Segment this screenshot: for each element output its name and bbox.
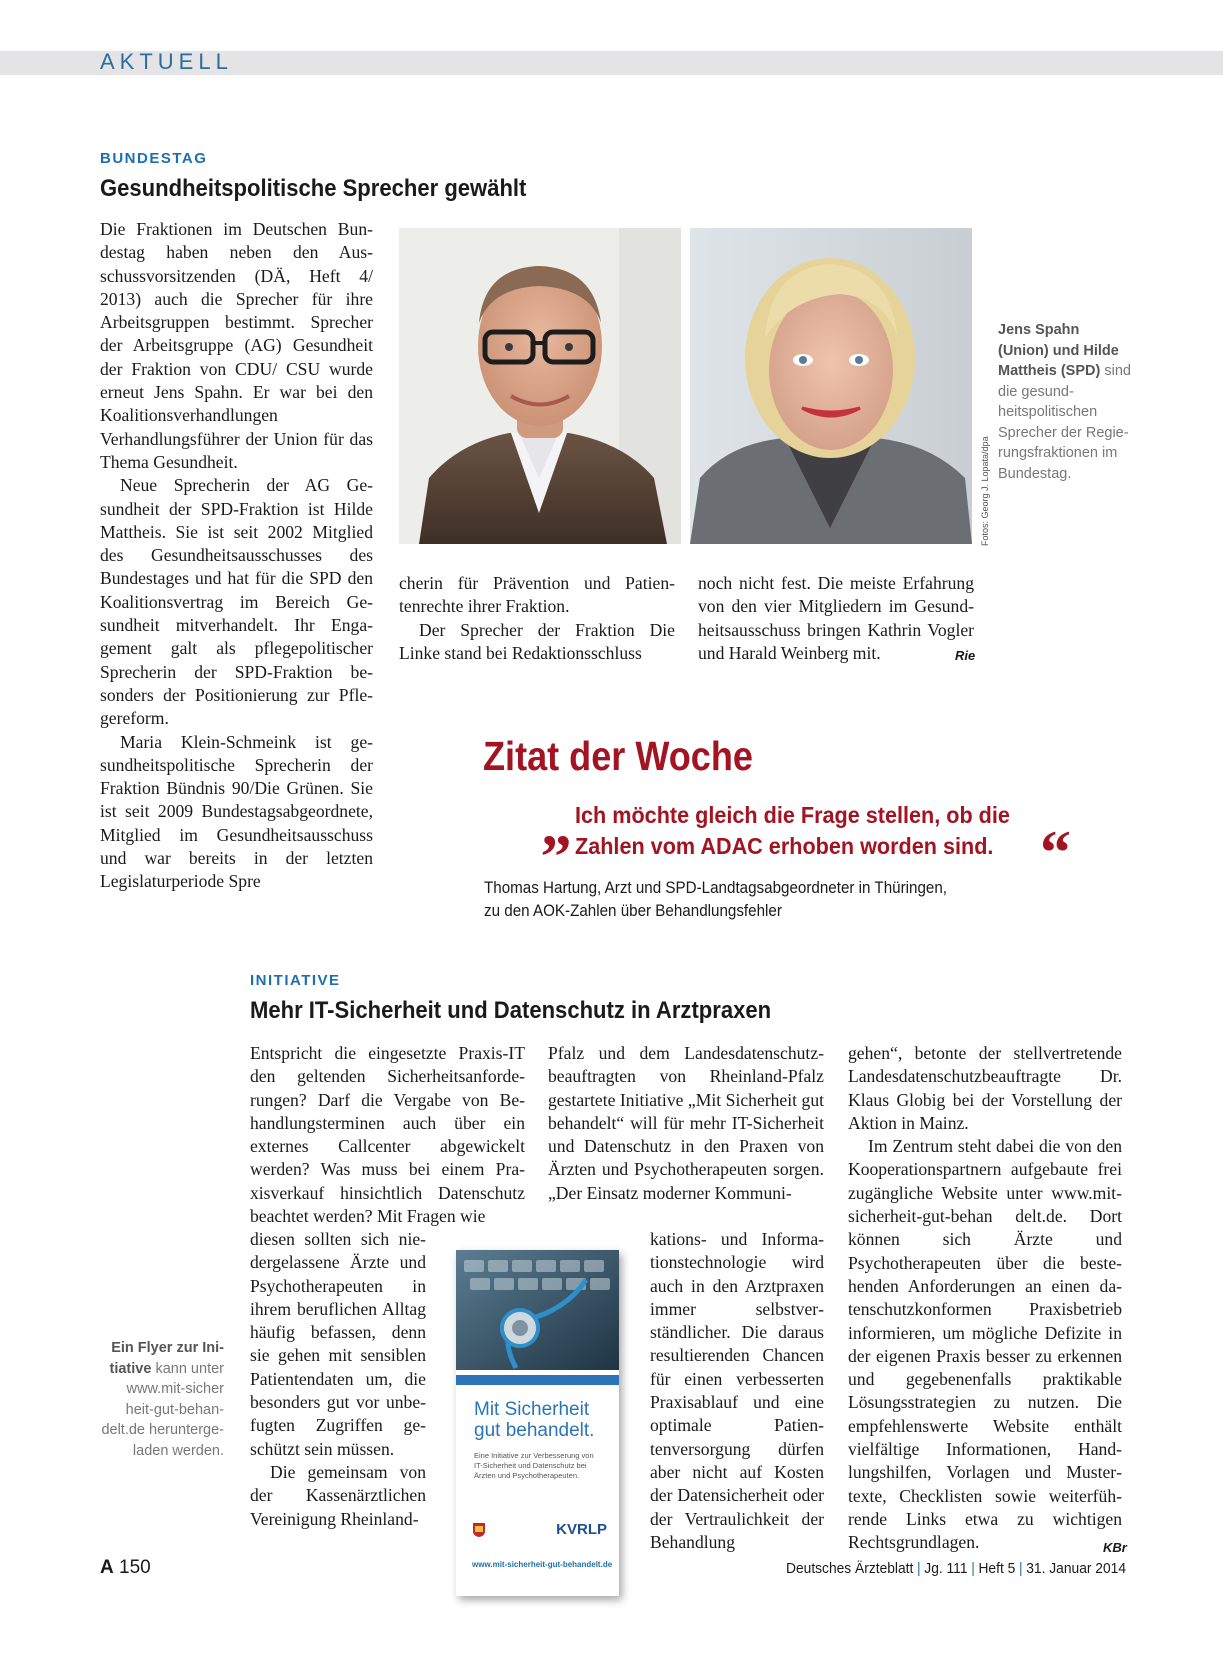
article2-column-2-top: [548, 1042, 824, 1205]
photo-jens-spahn: [399, 228, 681, 544]
caption-bold: Ein Flyer zur Initiative: [109, 1340, 224, 1377]
article1-kicker: BUNDESTAG: [100, 150, 208, 167]
photo-hilde-mattheis: [690, 228, 972, 544]
article1-paragraph: Maria Klein-Schmeink ist gesundheitspolitische Sprecherin der Fraktion Bündnis 90/Die Grünen. Sie ist seit 2009 Bundestagsabgeordnete, Mitglied im Gesundheitsausschuss und war bereits in der letzten Legislaturperiode Spre: [100, 731, 373, 892]
separator: |: [1018, 1560, 1023, 1577]
page-number: [100, 1557, 151, 1579]
flyer-url: www.mit-sicherheit-gut-behandelt.de: [472, 1560, 613, 1569]
article2-paragraph: gehen“, betonte der stellvertretende Landesdatenschutzbeauftragte Dr. Klaus Globig bei der Vorstellung der Aktion in Mainz.: [848, 1043, 1122, 1133]
quote-line-2: Zahlen vom ADAC erhoben worden sind.: [575, 833, 994, 859]
stethoscope-keyboard-image: [456, 1250, 619, 1370]
page-number-value: 150: [119, 1557, 151, 1578]
article2-paragraph: Die gemeinsam von der Kassenärztlichen Vereinigung Rheinland-: [250, 1461, 426, 1529]
article2-paragraph: kations- und Informationstechnologie wird auch in den Arztpraxen immer selbstverständlicher. Die daraus resultierenden Chancen für einen verbesserten Praxisablauf und eine optimale Patientenversorgung dürfen aber nicht auf Kosten der Datensicherheit oder der Vertraulichkeit der Behandlung: [650, 1229, 824, 1552]
flyer-title: Mit Sicherheit gut behandelt.: [474, 1399, 595, 1441]
separator: |: [917, 1560, 921, 1577]
journal-issue: Heft 5: [978, 1560, 1016, 1577]
article2-paragraph: diesen sollten sich niedergelassene Ärzte und Psychotherapeuten in ihrem beruflichen Alltag häufig befassen, denn sie gehen mit sensiblen Patientendaten um, die besonders gut vor unbefugten Zugriffen geschützt sein müssen.: [250, 1229, 426, 1459]
article2-title: Mehr IT-Sicherheit und Datenschutz in Arztpraxen: [250, 997, 772, 1024]
article2-column-1-narrow: [250, 1228, 426, 1531]
article1-paragraph: Die Fraktionen im Deutschen Bundestag haben neben den Ausschussvorsitzenden (DÄ, Heft 4/ 2013) auch die Sprecher für ihre Arbeitsgruppen bestimmt. Sprecher der Arbeitsgruppe (AG) Gesundheit der Fraktion von CDU/ CSU wurde erneut Jens Spahn. Er war bei den Koalitionsverhandlungen Verhandlungsführer der Union für das Thema Gesundheit.: [100, 219, 373, 472]
separator: |: [971, 1560, 975, 1577]
article2-column-2-narrow: [650, 1228, 824, 1554]
quote-attribution-line-1: Thomas Hartung, Arzt und SPD-Landtagsabgeordneter in Thüringen,: [484, 879, 947, 897]
quote-open-mark: „: [541, 791, 572, 859]
caption-bold: Jens Spahn (Union) und Hilde Mattheis (SPD): [998, 322, 1119, 379]
flyer-logo-kvrlp: KVRLP: [556, 1521, 607, 1538]
photo-credit: Fotos: Georg J. Lopata/dpa: [980, 436, 990, 546]
article1-paragraph: noch nicht fest. Die meiste Erfahrung von den vier Mitgliedern im Gesundheitsausschuss bringen Kathrin Vogler und Harald Weinberg mit.: [698, 573, 974, 663]
article2-paragraph: Im Zentrum steht dabei die von den Kooperationspartnern aufgebaute frei zugängliche Website unter www.mit-sicherheit-gut-behan delt.de. Dort können sich Ärzte und Psychotherapeuten über die bestehenden Anforderungen an einen datenschutzkonformen Praxisbetrieb informieren, um mögliche Defizite in der eigenen Praxis besser zu erkennen und gegebenenfalls praktikable Lösungsstrategien zu nutzen. Die empfehlenswerte Website enthält vielfältige Informationen, Handlungshilfen, Vorlagen und Mustertexte, Checklisten sowie weiterführende Links etwa zu wichtigen Rechtsgrundlagen.: [848, 1136, 1122, 1553]
journal-volume: Jg. 111: [924, 1560, 968, 1577]
article1-paragraph: Der Sprecher der Fraktion Die Linke stand bei Redaktionsschluss: [399, 619, 675, 663]
flyer-caption: [100, 1338, 224, 1461]
flyer-subtitle: Eine Initiative zur Verbesserung von IT-Sicherheit und Datenschutz bei Ärzten und Psychotherapeuten.: [474, 1451, 594, 1480]
article1-paragraph: Neue Sprecherin der AG Gesundheit der SPD-Fraktion ist Hilde Mattheis. Sie ist seit 2002 Mitglied des Gesundheitsausschusses des Bundestages und hat für die SPD den Koalitionsvertrag im Bereich Gesundheit mitverhandelt. Ihr Engagement galt als pflegepolitischer Sprecherin der SPD-Fraktion besonders der Positionierung zur Pflegereform.: [100, 475, 373, 729]
section-label: AKTUELL: [100, 49, 233, 74]
quote-attribution-line-2: zu den AOK-Zahlen über Behandlungsfehler: [484, 902, 782, 920]
portrait-man-image: [399, 228, 681, 544]
flyer-image: [456, 1250, 619, 1596]
portrait-woman-image: [690, 228, 972, 544]
caption-text: sind die gesundheitspolitischen Sprecher der Regierungsfraktionen im Bundestag.: [998, 363, 1131, 482]
article1-column-2: [399, 572, 675, 665]
article1-paragraph: cherin für Prävention und Patientenrechte ihrer Fraktion.: [399, 573, 675, 617]
caption-text: kann unter www.mit-sicher heit-gut-behandelt.de heruntergeladen werden.: [101, 1360, 224, 1459]
journal-name: Deutsches Ärzteblatt: [786, 1560, 914, 1577]
page-prefix: A: [100, 1557, 114, 1578]
article1-column-1: [100, 218, 373, 894]
article2-kicker: INITIATIVE: [250, 972, 341, 989]
article1-title: Gesundheitspolitische Sprecher gewählt: [100, 175, 527, 202]
article2-paragraph: Entspricht die eingesetzte Praxis-IT den geltenden Sicherheitsanforderungen? Darf die Vergabe von Behandlungsterminen auch über ein externes Callcenter abgewickelt werden? Was muss bei einem Praxisverkauf hinsichtlich Datenschutz beachtet werden? Mit Fragen wie: [250, 1043, 525, 1227]
flyer-logos: [456, 1481, 619, 1538]
journal-info: [786, 1560, 1126, 1577]
journal-date: 31. Januar 2014: [1026, 1560, 1126, 1577]
article2-signature: KBr: [1103, 1540, 1127, 1555]
quote-line-1: Ich möchte gleich die Frage stellen, ob die: [575, 802, 1010, 828]
quote-title: Zitat der Woche: [483, 733, 753, 779]
quote-close-mark: “: [1040, 819, 1071, 887]
article2-column-3: [848, 1042, 1122, 1555]
article1-signature: Rie: [955, 648, 976, 663]
article1-column-3: [698, 572, 974, 665]
article2-paragraph: Pfalz und dem Landesdatenschutzbeauftragten von Rheinland-Pfalz gestartete Initiative „Mit Sicherheit gut behandelt“ will für mehr IT-Sicherheit und Datenschutz in den Praxen von Ärzten und Psychotherapeuten sorgen. „Der Einsatz moderner Kommuni-: [548, 1043, 824, 1203]
coat-of-arms-icon: [472, 1522, 486, 1538]
article2-column-1-top: [250, 1042, 525, 1228]
flyer-stripe: [456, 1375, 619, 1385]
photo-caption: [998, 320, 1133, 484]
